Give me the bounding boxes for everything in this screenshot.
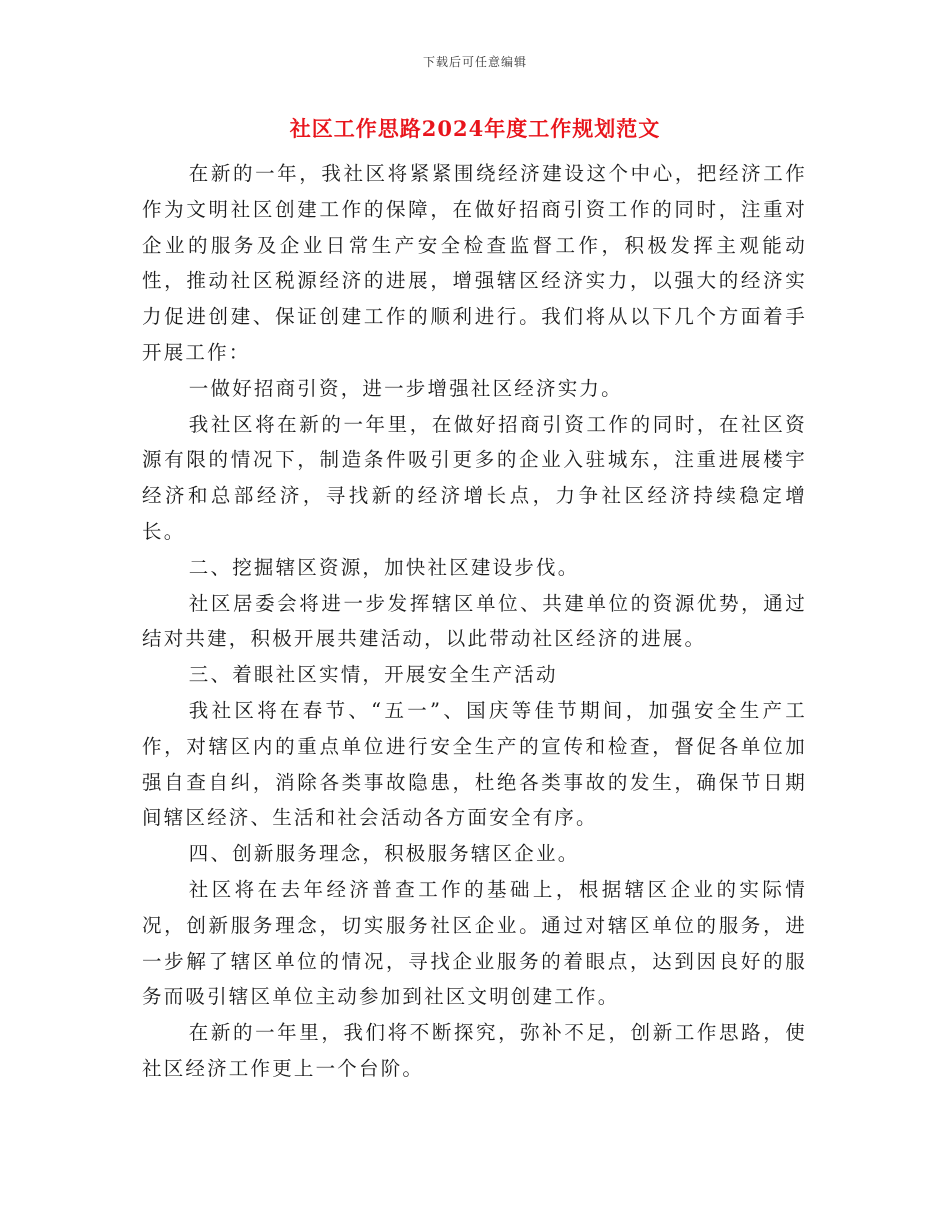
section-heading-2: 二、挖掘辖区资源，加快社区建设步伐。 <box>188 555 580 579</box>
section-heading-4: 四、创新服务理念，积极服务辖区企业。 <box>188 842 580 866</box>
document-body <box>142 156 807 1087</box>
paragraph-section-2: 社区居委会将进一步发挥辖区单位、共建单位的资源优势，通过结对共建，积极开展共建活动，以此带动社区经济的进展。 <box>142 591 807 651</box>
document-title: 社区工作思路2024年度工作规划范文 <box>289 116 661 141</box>
section-heading-1: 一做好招商引资，进一步增强社区经济实力。 <box>188 376 623 400</box>
paragraph-conclusion: 在新的一年里，我们将不断探究，弥补不足，创新工作思路，使社区经济工作更上一个台阶。 <box>142 1021 807 1080</box>
paragraph-intro: 在新的一年，我社区将紧紧围绕经济建设这个中心，把经济工作作为文明社区创建工作的保障，在做好招商引资工作的同时，注重对企业的服务及企业日常生产安全检查监督工作，积极发挥主观能动性，推动社区税源经济的进展，增强辖区经济实力，以强大的经济实力促进创建、保证创建工作的顺利进行。我们将从以下几个方面着手开展工作： <box>142 162 807 364</box>
header-note: 下载后可任意编辑 <box>422 55 527 69</box>
paragraph-section-3: 我社区将在春节、“五一”、国庆等佳节期间，加强安全生产工作，对辖区内的重点单位进行安全生产的宣传和检查，督促各单位加强自查自纠，消除各类事故隐患，杜绝各类事故的发生，确保节日期间辖区经济、生活和社会活动各方面安全有序。 <box>142 698 807 830</box>
paragraph-section-4: 社区将在去年经济普查工作的基础上，根据辖区企业的实际情况，创新服务理念，切实服务社区企业。通过对辖区单位的服务，进一步解了辖区单位的情况，寻找企业服务的着眼点，达到因良好的服务而吸引辖区单位主动参加到社区文明创建工作。 <box>142 877 807 1009</box>
paragraph-section-1: 我社区将在新的一年里，在做好招商引资工作的同时，在社区资源有限的情况下，制造条件吸引更多的企业入驻城东，注重进展楼宇经济和总部经济，寻找新的经济增长点，力争社区经济持续稳定增长。 <box>142 412 807 543</box>
section-heading-3: 三、着眼社区实情，开展安全生产活动 <box>188 663 558 687</box>
